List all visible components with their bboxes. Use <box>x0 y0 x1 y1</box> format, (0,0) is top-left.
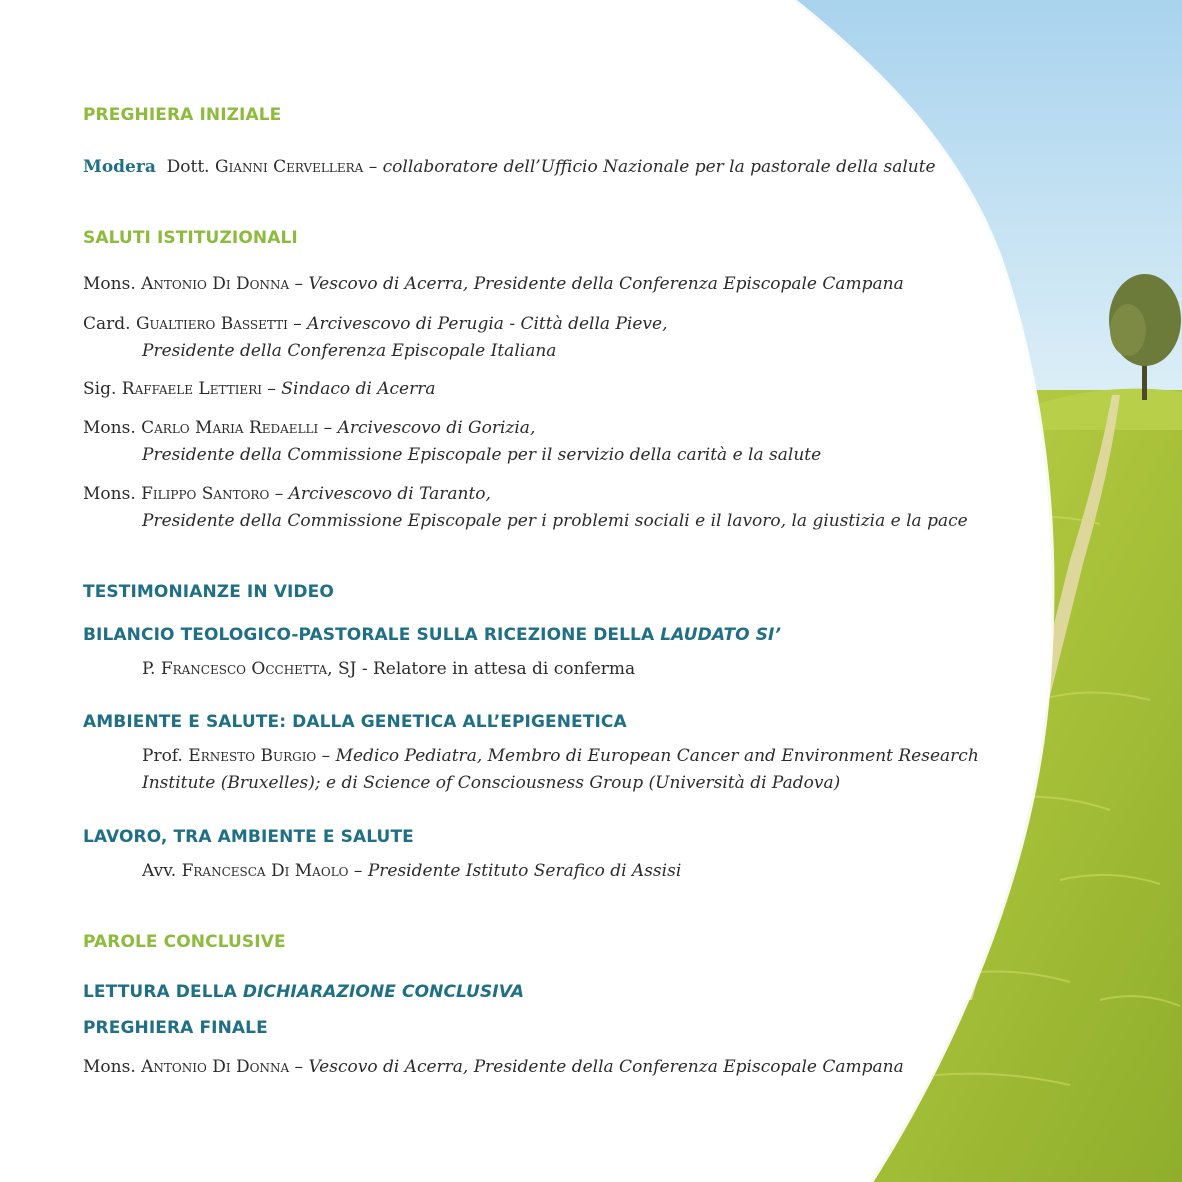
heading-text: LETTURA DELLA <box>83 982 237 1002</box>
section-heading-testimonianze: TESTIMONIANZE IN VIDEO <box>83 582 334 602</box>
section-heading-saluti: SALUTI ISTITUZIONALI <box>83 228 298 248</box>
speaker-title: Mons. <box>83 274 136 294</box>
speaker-title: Mons. <box>83 484 136 504</box>
speaker-note: , SJ - Relatore in attesa di conferma <box>327 659 636 679</box>
speaker-name: Antonio Di Donna <box>141 274 290 294</box>
separator: – <box>261 379 282 399</box>
speaker-name: Francesco Occhetta <box>160 659 328 679</box>
speaker-role: Presidente Istituto Serafico di Assisi <box>367 861 682 881</box>
section-heading-lavoro: LAVORO, TRA AMBIENTE E SALUTE <box>83 827 414 847</box>
speaker-role-continued: Presidente della Commissione Episcopale per i problemi sociali e il lavoro, la giustizia e la pace <box>142 511 968 531</box>
speaker-name: Ernesto Burgio <box>188 746 317 766</box>
speaker-entry <box>83 415 821 469</box>
speaker-title: Mons. <box>83 1057 136 1077</box>
separator: – <box>363 157 383 177</box>
speaker-role: collaboratore dell’Ufficio Nazionale per la pastorale della salute <box>382 157 936 177</box>
separator: – <box>316 746 336 766</box>
speaker-role: Medico Pediatra, Membro di European Cancer and Environment Research <box>335 746 979 766</box>
separator: – <box>289 1057 309 1077</box>
section-heading-parole-conclusive: PAROLE CONCLUSIVE <box>83 932 286 952</box>
speaker-name: Carlo Maria Redaelli <box>141 418 319 438</box>
section-heading-bilancio <box>83 625 781 645</box>
speaker-role: Vescovo di Acerra, Presidente della Conferenza Episcopale Campana <box>308 1057 904 1077</box>
speaker-title: Prof. <box>142 746 183 766</box>
speaker-entry <box>83 311 667 365</box>
speaker-role-continued: Presidente della Conferenza Episcopale Italiana <box>142 341 557 361</box>
section-heading-ambiente: AMBIENTE E SALUTE: DALLA GENETICA ALL’EPIGENETICA <box>83 712 627 732</box>
heading-italic-title: LAUDATO SI’ <box>660 625 782 645</box>
speaker-role: Vescovo di Acerra, Presidente della Conferenza Episcopale Campana <box>308 274 904 294</box>
speaker-title: P. <box>142 659 156 679</box>
speaker-title: Sig. <box>83 379 117 399</box>
speaker-name: Antonio Di Donna <box>141 1057 290 1077</box>
speaker-entry <box>83 481 968 535</box>
speaker-role: Sindaco di Acerra <box>281 379 436 399</box>
heading-text: BILANCIO TEOLOGICO-PASTORALE SULLA RICEZIONE DELLA <box>83 625 655 645</box>
speaker-role: Arcivescovo di Perugia - Città della Pieve, <box>307 314 668 334</box>
section-heading-preghiera-iniziale: PREGHIERA INIZIALE <box>83 105 282 125</box>
separator: – <box>348 861 368 881</box>
separator: – <box>287 314 308 334</box>
speaker-role-continued: Presidente della Commissione Episcopale per il servizio della carità e la salute <box>142 445 822 465</box>
speaker-entry <box>83 271 904 298</box>
section-heading-lettura <box>83 982 524 1002</box>
speaker-name: Gualtiero Bassetti <box>135 314 288 334</box>
speaker-role: Arcivescovo di Gorizia, <box>337 418 536 438</box>
speaker-name: Filippo Santoro <box>141 484 270 504</box>
speaker-role-continued: Institute (Bruxelles); e di Science of Consciousness Group (Università di Padova) <box>142 773 841 793</box>
moderator-line <box>83 154 936 181</box>
speaker-entry <box>83 656 635 683</box>
section-heading-preghiera-finale: PREGHIERA FINALE <box>83 1018 268 1038</box>
speaker-name: Gianni Cervellera <box>215 157 364 177</box>
speaker-entry <box>83 743 979 797</box>
separator: – <box>318 418 338 438</box>
speaker-name: Raffaele Lettieri <box>121 379 262 399</box>
separator: – <box>289 274 309 294</box>
speaker-entry <box>83 376 435 403</box>
speaker-title: Card. <box>83 314 131 334</box>
speaker-role: Arcivescovo di Taranto, <box>288 484 491 504</box>
speaker-title: Dott. <box>166 157 210 177</box>
speaker-title: Avv. <box>142 861 177 881</box>
speaker-name: Francesca Di Maolo <box>181 861 349 881</box>
heading-italic-title: DICHIARAZIONE CONCLUSIVA <box>242 982 525 1002</box>
speaker-entry <box>83 858 681 885</box>
speaker-entry <box>83 1054 904 1081</box>
speaker-title: Mons. <box>83 418 136 438</box>
separator: – <box>269 484 289 504</box>
moderator-label: Modera <box>83 157 156 177</box>
